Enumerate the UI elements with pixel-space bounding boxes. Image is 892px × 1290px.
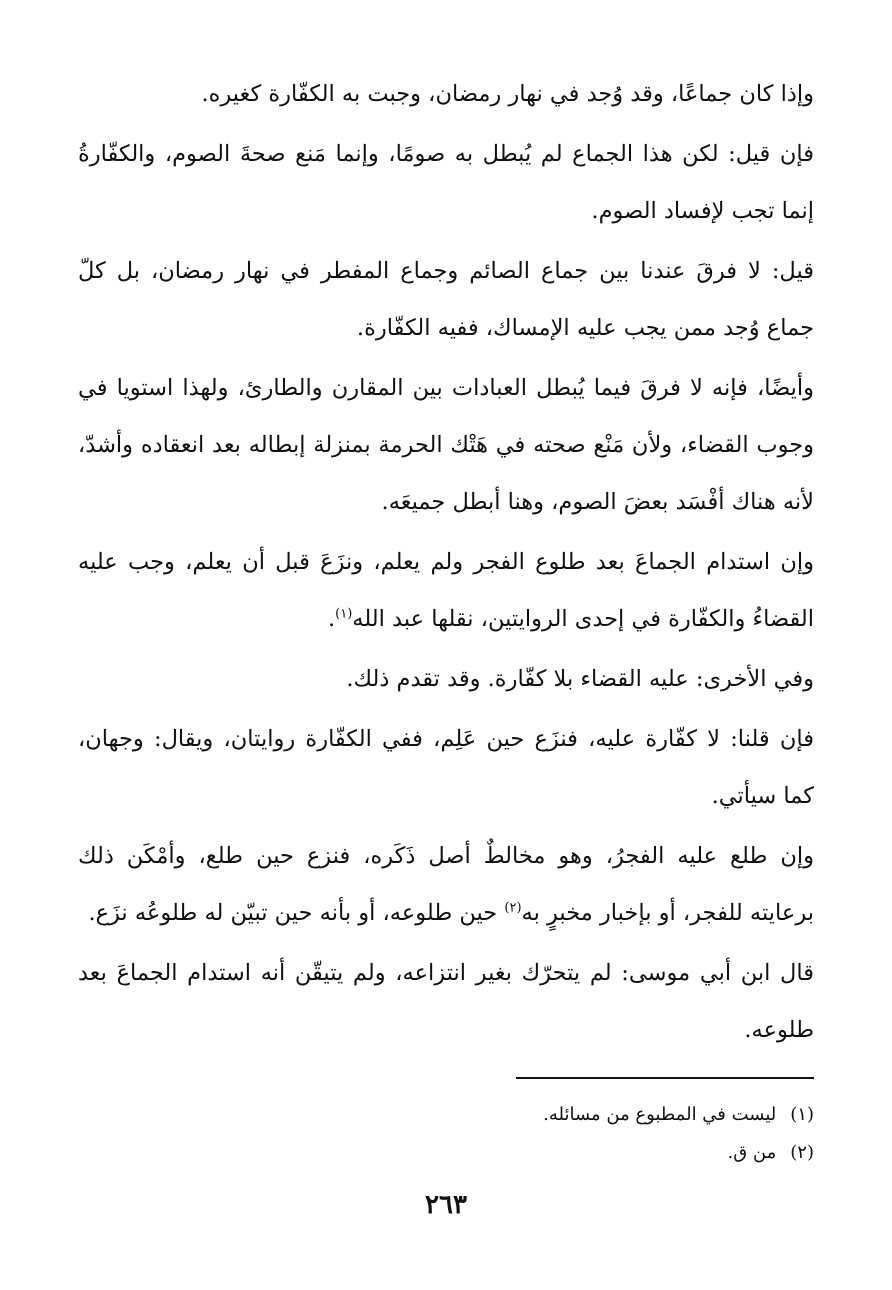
paragraph-6: وفي الأخرى: عليه القضاء بلا كفّارة. وقد تقدم ذلك. bbox=[346, 666, 814, 692]
footnote-1-text: ليست في المطبوع من مسائله. bbox=[543, 1104, 777, 1125]
footnote-2 bbox=[78, 1134, 814, 1172]
paragraph-8-text: وإن طلع عليه الفجرُ، وهو مخالطٌ أصل ذَكَره، فنزع حين طلع، وأمْكَن ذلك برعايته للفجر، أو بإخبار مخبرٍ به bbox=[78, 843, 814, 926]
footnote-2-number: (٢) bbox=[790, 1142, 814, 1163]
paragraph-5-text: وإن استدام الجماعَ بعد طلوع الفجر ولم يعلم، ونزَعَ قبل أن يعلم، وجب عليه القضاءُ والكفّارة في إحدى الروايتين، نقلها عبد الله bbox=[78, 549, 814, 632]
paragraph-5 bbox=[78, 534, 814, 648]
paragraph-2: فإن قيل: لكن هذا الجماع لم يُبطل به صومًا، وإنما مَنع صحةَ الصوم، والكفّارةُ إنما تجب لإفساد الصوم. bbox=[78, 141, 814, 224]
paragraph-5-end: . bbox=[327, 606, 336, 632]
footnote-1 bbox=[78, 1096, 814, 1134]
page-body bbox=[78, 66, 814, 1062]
paragraph-9: قال ابن أبي موسى: لم يتحرّك بغير انتزاعه، ولم يتيقّن أنه استدام الجماعَ بعد طلوعه. bbox=[78, 960, 814, 1043]
footnote-divider bbox=[516, 1077, 814, 1079]
footnotes bbox=[78, 1096, 814, 1172]
paragraph-7: فإن قلنا: لا كفّارة عليه، فنزَع حين عَلِم، ففي الكفّارة روايتان، ويقال: وجهان، كما سيأتي. bbox=[78, 726, 814, 809]
footnote-1-number: (١) bbox=[790, 1104, 814, 1125]
paragraph-8-tail: حين طلوعه، أو بأنه حين تبيّن له طلوعُه نزَع. bbox=[88, 900, 498, 926]
paragraph-1: وإذا كان جماعًا، وقد وُجد في نهار رمضان، وجبت به الكفّارة كغيره. bbox=[201, 81, 814, 107]
page-number: ٢٦٣ bbox=[425, 1190, 467, 1220]
paragraph-8 bbox=[78, 828, 814, 942]
footnote-ref-2[interactable]: (٢) bbox=[504, 900, 522, 916]
paragraph-3: قيل: لا فرقَ عندنا بين جماع الصائم وجماع المفطر في نهار رمضان، بل كلّ جماع وُجد ممن يجب عليه الإمساك، ففيه الكفّارة. bbox=[78, 258, 814, 341]
paragraph-4: وأيضًا، فإنه لا فرقَ فيما يُبطل العبادات بين المقارن والطارئ، ولهذا استويا في وجوب القضاء، ولأن مَنْع صحته في هَتْك الحرمة بمنزلة إبطاله بعد انعقاده وأشدّ، لأنه هناك أفْسَد بعضَ الصوم، وهنا أبطل جميعَه. bbox=[78, 375, 814, 515]
footnote-ref-1[interactable]: (١) bbox=[335, 606, 353, 622]
footnote-2-text: من ق. bbox=[727, 1142, 777, 1163]
